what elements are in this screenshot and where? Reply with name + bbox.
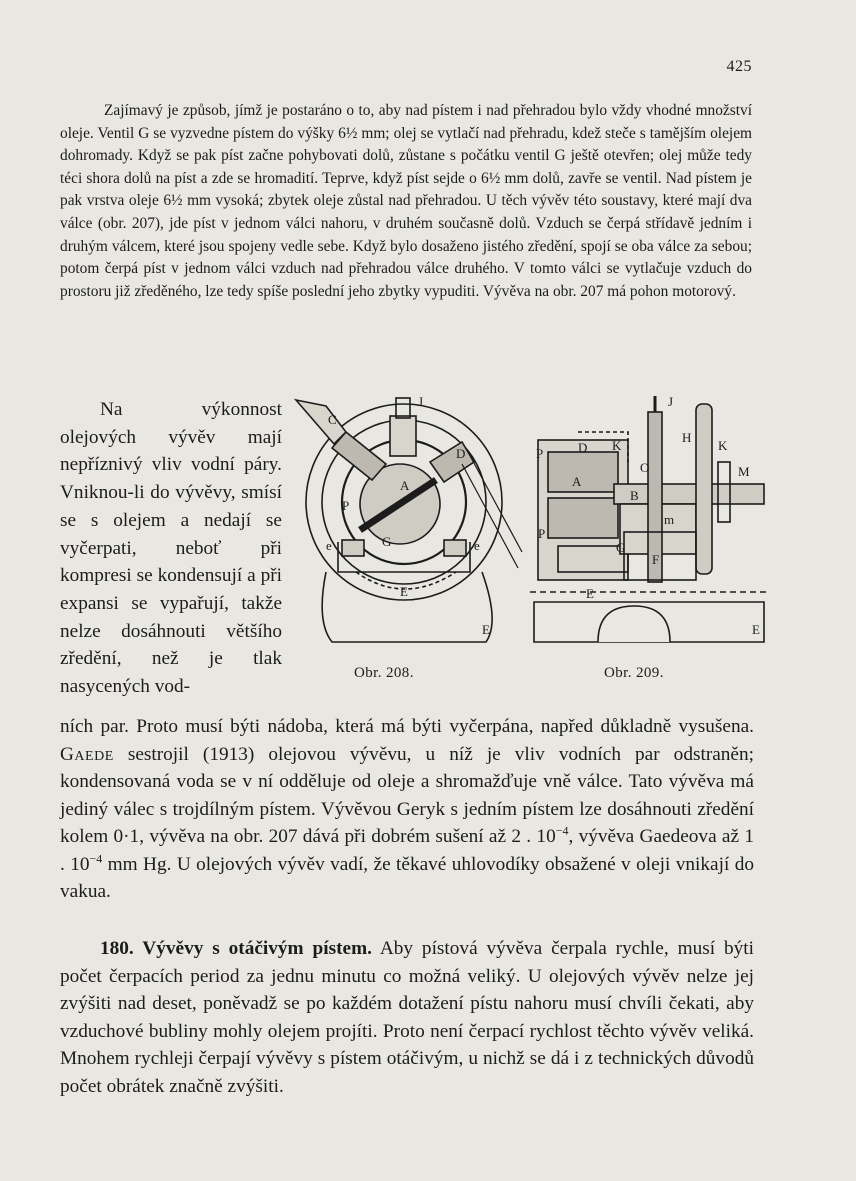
- label-k1: K: [612, 438, 622, 453]
- label-p: P: [342, 498, 350, 513]
- figure-209-drawing: [528, 392, 772, 660]
- continued-paragraph: [60, 713, 754, 906]
- label-a: A: [572, 474, 582, 489]
- label-f: F: [652, 552, 660, 567]
- paragraph-2-continued: [60, 713, 754, 906]
- label-E2: E: [482, 622, 490, 637]
- text-run: , vývěva Gaedeova až 1 . 10: [60, 826, 754, 875]
- paragraph-1: Zajímavý je způsob, jímž je postaráno o to, aby nad pístem i nad přehradou bylo vždy vhodné množství oleje. Ventil G se vyzvedne pístem do výšky 6½ mm; olej se vytlačí nad přehradu, kdež steče s tamějším olejem dohromady. Když se pak píst začne pohybovati dolů, zůstane s počátku ventil G ještě otevřen; olej může tedy téci shora dolů na píst a zde se hromadití. Teprve, když píst sejde o 6½ mm dolů, zavře se ventil. Nad pístem je pak vrstva oleje 6½ mm vysoká; zbytek oleje zůstal nad přehradou. U těch vývěv této soustavy, které mají dva válce (obr. 207), jde píst v jednom válci nahoru, v druhém současně dolů. Vzduch se čerpá střídavě jedním i druhým válcem, které jsou spojeny vedle sebe. Když bylo dosaženo jistého zředění, spojí se oba válce za sebou; potom čerpá píst v jednom válci vzduch nad přehradou válce druhého. V tomto válci se vytlačuje vzduch do prostoru již zředěného, lze tedy spíše poslední jeho zbytky vypuditi. Vývěva na obr. 207 má pohon motorový.: [60, 102, 752, 300]
- text-run: mm Hg. U olejových vývěv vadí, že těkavé uhlovodíky obsažené v oleji vnikají do vakua.: [60, 853, 755, 902]
- label-h: H: [682, 430, 692, 445]
- paragraph-3: [60, 935, 754, 1100]
- paragraph-2-wrapped: Na výkonnost olejových vývěv mají nepříznivý vliv vodní páry. Vniknou-li do vývěvy, smísí se s olejem a nedají se vyčerpati, neboť při kompresi se kondensují a při expansi se vypařují, takže nelze dosáhnouti většího zředění, než je tlak nasycených vod-: [60, 399, 282, 698]
- section-180: [60, 935, 754, 1100]
- label-p2: P: [538, 526, 546, 541]
- page-number: 425: [726, 58, 752, 75]
- label-E: E: [400, 584, 408, 599]
- label-g: G: [382, 534, 392, 549]
- label-m2: m: [664, 512, 675, 527]
- figure-208-drawing: [286, 392, 526, 660]
- label-e2: E: [752, 622, 760, 637]
- exponent: −4: [89, 851, 103, 866]
- label-e1: e: [326, 538, 332, 553]
- text-run: Aby pístová vývěva čerpala rychle, musí býti počet čerpacích period za jednu minutu co možná veliký. U olejových vývěv nelze jej zvýšiti nad deset, poněvadž se po každém dotažení pístu nahoru musí chvíli čekati, aby vzduchové bubliny mohly olejem projíti. Proto není čerpací rychlost těchto vývěv veliká. Mnohem rychleji čerpají vývěvy s pístem otáčivým, u nichž se dá i z technických důvodů počet obrátek značně zvýšiti.: [60, 938, 754, 1097]
- label-p1: P: [536, 446, 544, 461]
- wrapped-paragraph: [60, 396, 282, 701]
- label-e2: e: [474, 538, 480, 553]
- paragraph-small-text: [60, 100, 752, 303]
- label-g: G: [616, 540, 626, 555]
- label-m: M: [738, 464, 750, 479]
- section-heading: 180. Vývěvy s otáčivým pístem.: [100, 938, 372, 959]
- exponent: −4: [555, 823, 569, 838]
- label-e: E: [586, 586, 594, 601]
- label-c: C: [328, 412, 337, 427]
- label-b: B: [630, 488, 639, 503]
- caption-208: Obr. 208.: [354, 665, 414, 681]
- author-name: Gaede: [60, 743, 114, 765]
- label-j: J: [418, 394, 424, 409]
- label-o: O: [640, 460, 650, 475]
- caption-209: Obr. 209.: [604, 665, 664, 681]
- text-run: sestrojil (1913) olejovou vývěvu, u níž je vliv vodních par odstraněn; kondensovaná voda se v ní odděluje od oleje a shromažďuje vně válce. Tato vývěva má jediný válec s trojdílným pístem. Vývěvou Geryk s jedním pístem lze dosáhnouti zředění kolem 0·1, vývěva na obr. 207 dává při dobrém sušení až 2 . 10: [60, 743, 754, 847]
- label-d: D: [456, 446, 466, 461]
- label-j: J: [668, 394, 674, 409]
- text-run: ních par. Proto musí býti nádoba, která má býti vyčerpána, napřed důkladně vysušena.: [60, 716, 754, 737]
- label-d: D: [578, 440, 588, 455]
- label-a: A: [400, 478, 410, 493]
- label-k2: K: [718, 438, 728, 453]
